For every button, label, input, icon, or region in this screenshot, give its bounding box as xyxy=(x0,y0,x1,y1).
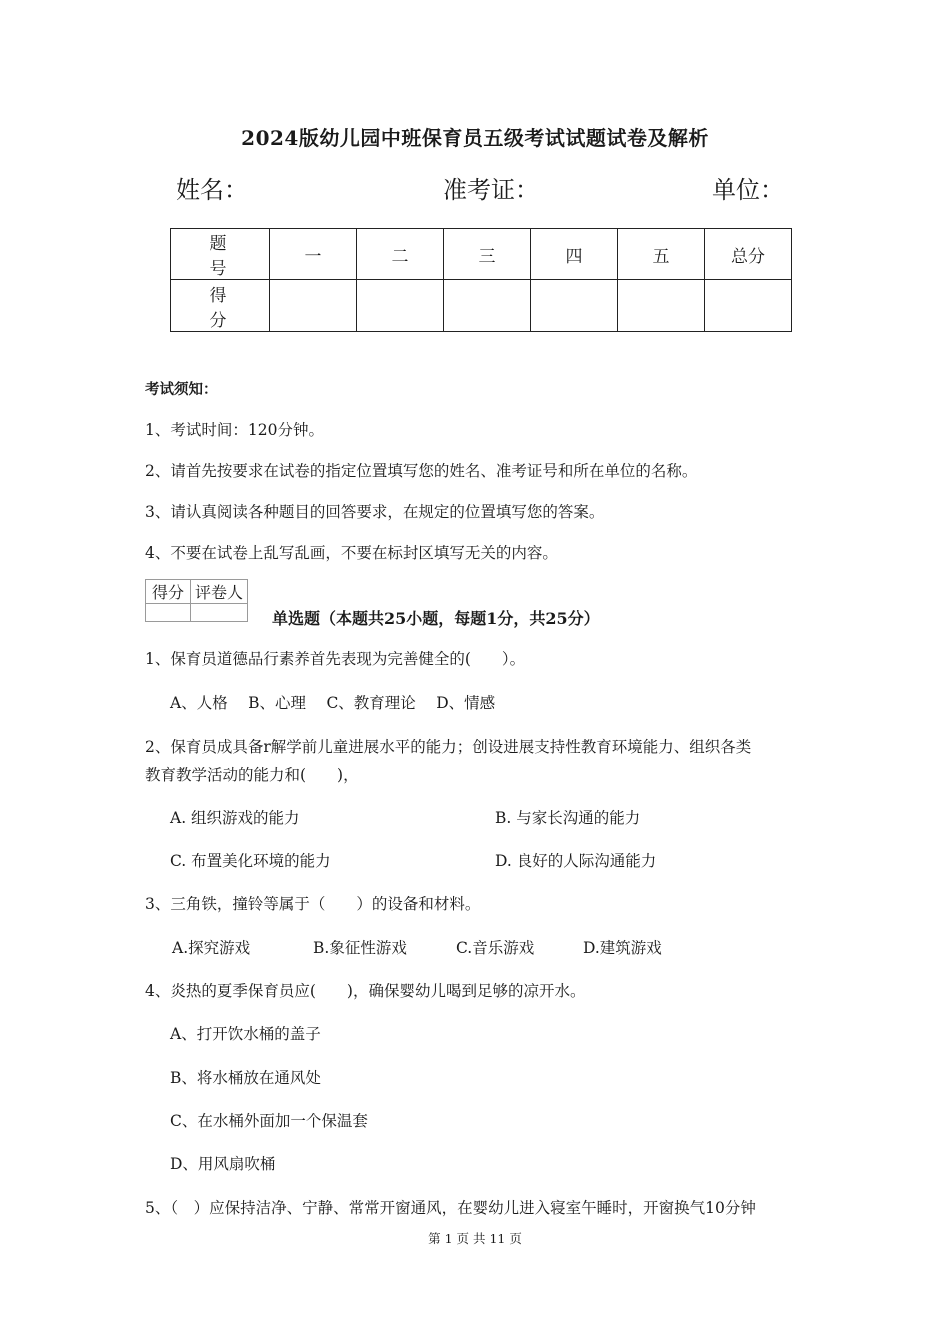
grader-box-grader-label: 评卷人 xyxy=(191,580,248,604)
score-table-header-cell: 四 xyxy=(531,229,618,280)
question-2-option-a: A. 组织游戏的能力 xyxy=(170,809,300,827)
unit-field-label: 单位： xyxy=(712,176,784,204)
score-cell xyxy=(618,280,705,332)
notice-item: 1、考试时间：120分钟。 xyxy=(145,421,324,439)
score-table-header-cell: 二 xyxy=(357,229,444,280)
grader-box xyxy=(145,579,248,622)
notice-item: 2、请首先按要求在试卷的指定位置填写您的姓名、准考证号和所在单位的名称。 xyxy=(145,462,698,480)
grader-box-grader-cell xyxy=(191,604,248,622)
question-3-option-b: B.象征性游戏 xyxy=(313,939,407,957)
question-2-option-c: C. 布置美化环境的能力 xyxy=(170,852,331,870)
notice-item: 4、不要在试卷上乱写乱画，不要在标封区填写无关的内容。 xyxy=(145,544,558,562)
score-cell xyxy=(531,280,618,332)
question-3-option-d: D.建筑游戏 xyxy=(583,939,662,957)
question-1-options: A、人格 B、心理 C、教育理论 D、情感 xyxy=(170,694,496,712)
question-2-stem-continued: 教育教学活动的能力和( )， xyxy=(145,766,359,784)
score-table-header-row xyxy=(171,229,792,280)
score-table-header-cell: 一 xyxy=(270,229,357,280)
grader-box-score-cell xyxy=(146,604,191,622)
question-1-stem: 1、保育员道德品行素养首先表现为完善健全的( ）。 xyxy=(145,650,526,668)
exam-number-field-label: 准考证： xyxy=(443,176,539,204)
question-3-stem: 3、三角铁，撞铃等属于（ ）的设备和材料。 xyxy=(145,895,481,913)
section-title: 单选题（本题共25小题，每题1分，共25分） xyxy=(272,609,600,628)
score-row-label: 得 分 xyxy=(171,280,270,332)
score-table-header-cell: 五 xyxy=(618,229,705,280)
document-title: 2024版幼儿园中班保育员五级考试试题试卷及解析 xyxy=(241,126,709,150)
notice-heading: 考试须知： xyxy=(145,381,218,398)
question-2-stem: 2、保育员成具备r解学前儿童进展水平的能力；创设进展支持性教育环境能力、组织各类 xyxy=(145,738,752,756)
page-footer: 第 1 页 共 11 页 xyxy=(428,1231,522,1246)
score-cell xyxy=(444,280,531,332)
score-cell xyxy=(705,280,792,332)
question-2-option-d: D. 良好的人际沟通能力 xyxy=(495,852,657,870)
score-cell xyxy=(357,280,444,332)
question-3-option-a: A.探究游戏 xyxy=(172,939,251,957)
question-4-option-a: A、打开饮水桶的盖子 xyxy=(170,1025,321,1043)
question-2-option-b: B. 与家长沟通的能力 xyxy=(495,809,641,827)
score-table-header-cell: 总分 xyxy=(705,229,792,280)
notice-item: 3、请认真阅读各种题目的回答要求，在规定的位置填写您的答案。 xyxy=(145,503,605,521)
score-table-header-cell: 题 号 xyxy=(171,229,270,280)
question-4-option-d: D、用风扇吹桶 xyxy=(170,1155,276,1173)
question-4-option-c: C、在水桶外面加一个保温套 xyxy=(170,1112,368,1130)
question-4-option-b: B、将水桶放在通风处 xyxy=(170,1069,321,1087)
question-3-option-c: C.音乐游戏 xyxy=(456,939,535,957)
question-4-stem: 4、炎热的夏季保育员应( )，确保婴幼儿喝到足够的凉开水。 xyxy=(145,982,586,1000)
grader-box-score-label: 得分 xyxy=(146,580,191,604)
score-table-header-cell: 三 xyxy=(444,229,531,280)
score-table xyxy=(170,228,792,332)
name-field-label: 姓名： xyxy=(176,176,248,204)
score-cell xyxy=(270,280,357,332)
score-table-score-row xyxy=(171,280,792,332)
question-5-stem: 5、（ ）应保持洁净、宁静、常常开窗通风，在婴幼儿进入寝室午睡时，开窗换气10分钟 xyxy=(145,1199,756,1217)
